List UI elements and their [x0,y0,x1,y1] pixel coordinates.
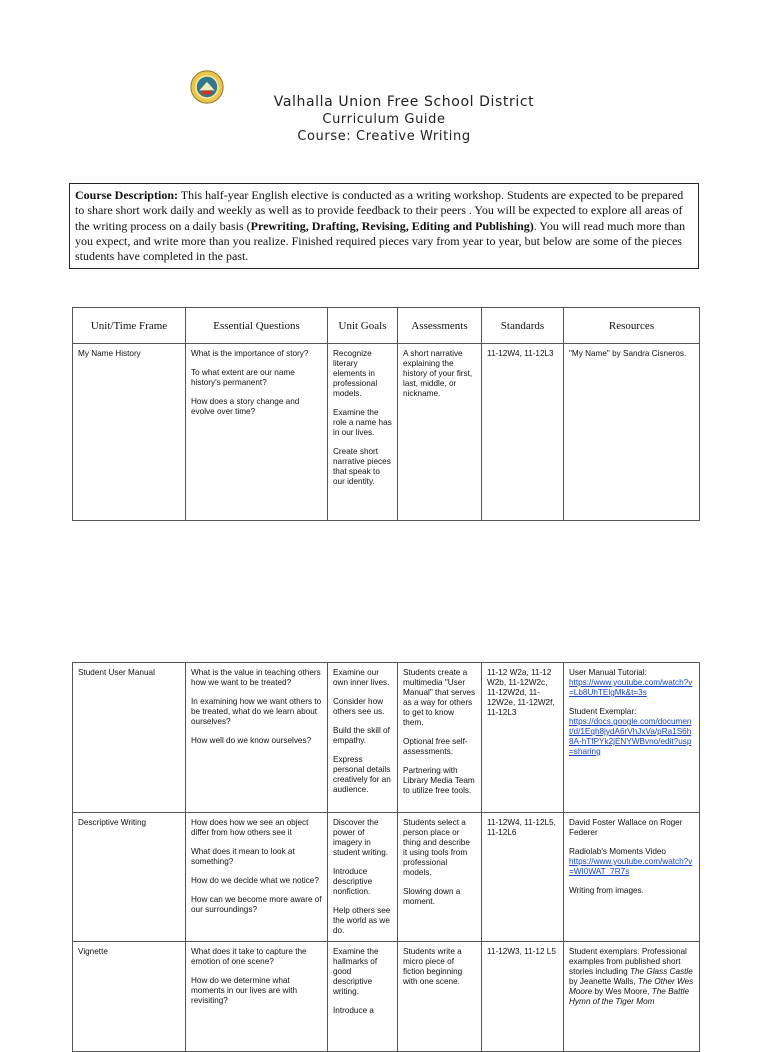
table-row [73,813,700,942]
description-text-2: . You will read much more than you expect, and write more than you realize. Finished required pieces vary from year to year, but below are some of the pieces students have completed in the past. [75,218,686,264]
resource: Radiolab's Moments Video [569,847,666,856]
goal: Introduce descriptive nonfiction. [333,867,373,896]
resource-label: Student Exemplar: [569,707,637,716]
header-questions: Essential Questions [186,308,328,344]
description-text-1: This half-year English elective is conducted as a writing workshop. Students are expected to be prepared to share short work daily and weekly as well as to provide feedback to their peers . You will be expected to explore all areas of the writing process on a daily basis ( [75,188,684,233]
goal: Examine the role a name has in our lives. [333,408,392,437]
goal: Recognize literary elements in professional models. [333,349,378,398]
table-row [73,942,700,1052]
curriculum-table-continued [72,662,700,1052]
assessment: Students write a micro piece of fiction beginning with one scene. [403,947,463,986]
standards-cell: 11-12W4, 11-12L5, 11-12L6 [482,813,564,942]
assessment: Slowing down a moment. [403,887,461,906]
assessments-cell [398,813,482,942]
questions-cell [186,344,328,521]
questions-cell [186,942,328,1052]
goal: Examine the hallmarks of good descriptive writing. [333,947,379,996]
unit-cell: My Name History [73,344,186,521]
assessment: Partnering with Library Media Team to utilize free tools. [403,766,475,795]
questions-cell [186,813,328,942]
book-title: The Battle Hymn of the Tiger Mom [569,987,690,1006]
resource: David Foster Wallace on Roger Federer [569,818,683,837]
book-title: The Glass Castle [629,967,693,976]
moments-video-link[interactable]: https://www.youtube.com/watch?v=WI0WAT_7R7s [569,857,693,876]
header-assessments: Assessments [398,308,482,344]
goals-cell [328,344,398,521]
goals-cell [328,813,398,942]
question: How do we decide what we notice? [191,876,319,885]
resources-cell [564,813,700,942]
resource: Writing from images. [569,886,644,895]
resources-cell: "My Name" by Sandra Cisneros. [564,344,700,521]
goal: Consider how others see us. [333,697,385,716]
question: How do we determine what moments in our lives are with revisiting? [191,976,298,1005]
table-header-row [73,308,700,344]
goal: Examine our own inner lives. [333,668,390,687]
document-header [0,64,768,154]
question: What is the value in teaching others how we want to be treated? [191,668,321,687]
goals-cell [328,663,398,813]
exemplar-link[interactable]: https://docs.google.com/document/d/1Eqh8jydA6rVhJxVa/pRa1S6h8A-hTfPYk2jENYWBvno/edit?usp=sharing [569,717,692,756]
district-name: Valhalla Union Free School District [273,94,535,110]
header-resources: Resources [564,308,700,344]
question: What does it take to capture the emotion of one scene? [191,947,307,966]
goal: Express personal details creatively for an audience. [333,755,391,794]
question: What does it mean to look at something? [191,847,295,866]
goal: Introduce a [333,1006,374,1015]
table-row [73,344,700,521]
assessments-cell [398,344,482,521]
resource-text: Student exemplars. Professional examples from published short stories including [569,947,687,976]
curriculum-table [72,307,700,521]
unit-cell: Vignette [73,942,186,1052]
assessment: Optional free self-assessments. [403,737,468,756]
unit-cell: Descriptive Writing [73,813,186,942]
goal: Build the skill of empathy. [333,726,390,745]
description-bold: Prewriting, Drafting, Revising, Editing and Publishing) [250,218,534,233]
resources-cell [564,942,700,1052]
header-standards: Standards [482,308,564,344]
resource-text: by Wes Moore, [592,987,652,996]
resource-text: by Jeanette Walls, [569,977,638,986]
question: To what extent are our name history's permanent? [191,368,295,387]
assessment: A short narrative explaining the history of your first, last, middle, or nickname. [403,349,473,398]
standards-cell: 11-12 W2a, 11-12 W2b, 11-12W2c, 11-12W2d, 11-12W2e, 11-12W2f, 11-12L3 [482,663,564,813]
questions-cell [186,663,328,813]
table-row [73,663,700,813]
goal: Create short narrative pieces that speak to our identity. [333,447,391,486]
course-title: Course: Creative Writing [297,129,471,144]
assessments-cell [398,663,482,813]
question: How does a story change and evolve over time? [191,397,300,416]
description-label: Course Description: [75,188,178,202]
goal: Discover the power of imagery in student writing. [333,818,389,857]
tutorial-link[interactable]: https://www.youtube.com/watch?v=Lb8UhTElgMk&t=3s [569,678,693,697]
standards-cell: 11-12W3, 11-12 L5 [482,942,564,1052]
goals-cell [328,942,398,1052]
assessment: Students select a person place or thing and describe it using tools from professional models. [403,818,470,877]
guide-title: Curriculum Guide [322,112,446,127]
goal: Help others see the world as we do. [333,906,391,935]
assessments-cell [398,942,482,1052]
unit-cell: Student User Manual [73,663,186,813]
header-goals: Unit Goals [328,308,398,344]
header-unit: Unit/Time Frame [73,308,186,344]
resource-label: User Manual Tutorial: [569,668,647,677]
question: What is the importance of story? [191,349,309,358]
question: How does how we see an object differ from how others see it [191,818,309,837]
book-title: The Other Wes Moore [569,977,694,996]
standards-cell: 11-12W4, 11-12L3 [482,344,564,521]
resources-cell [564,663,700,813]
question: How well do we know ourselves? [191,736,312,745]
question: How can we become more aware of our surroundings? [191,895,322,914]
assessment: Students create a multimedia "User Manual" that serves as a way for others to get to know them. [403,668,476,727]
course-description [69,183,699,269]
question: In examining how we want others to be treated, what do we learn about ourselves? [191,697,322,726]
